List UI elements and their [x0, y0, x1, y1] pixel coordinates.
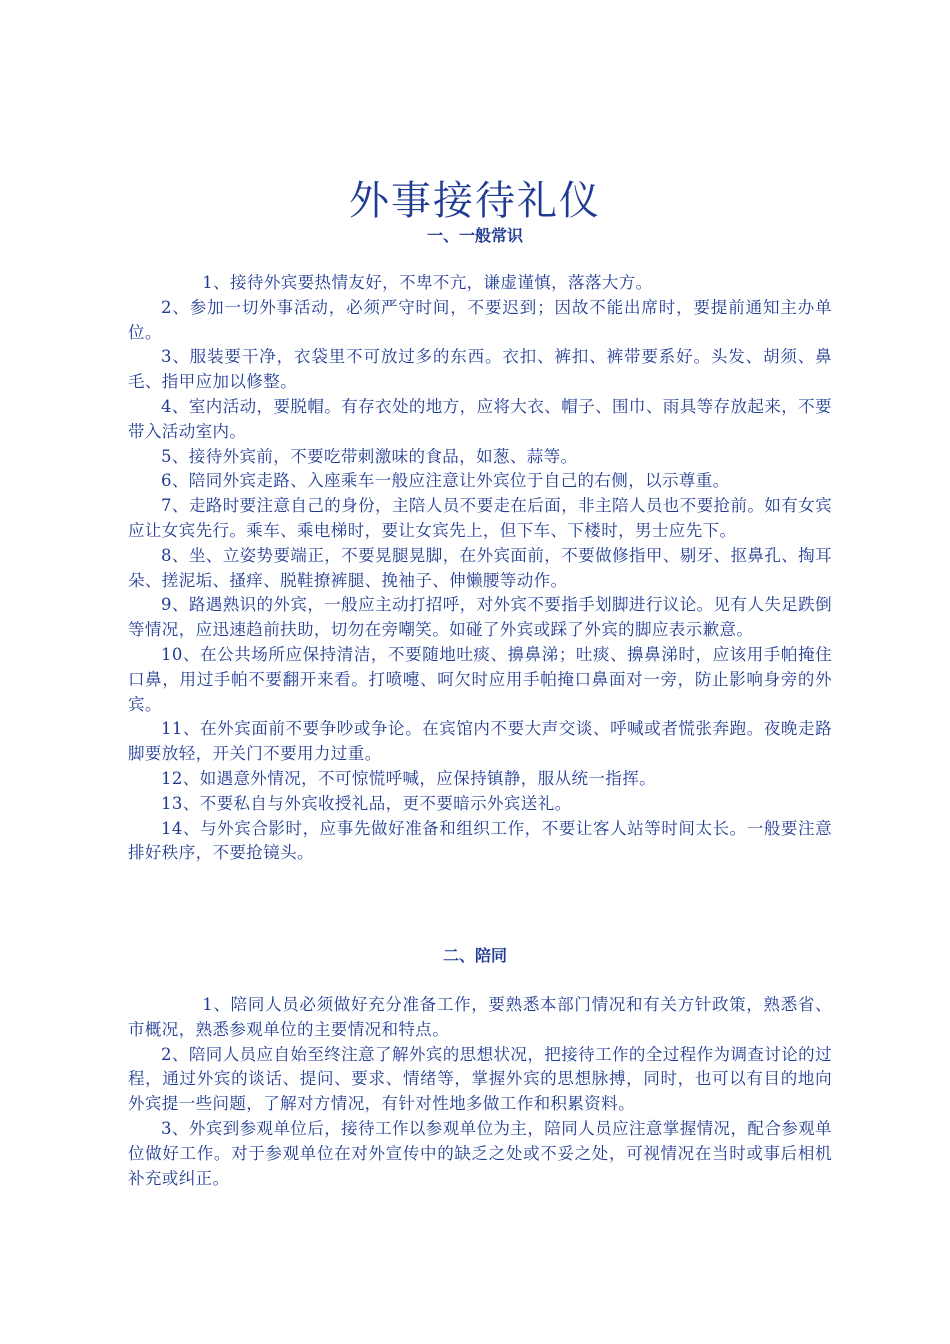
- paragraph: 8、坐、立姿势要端正，不要晃腿晃脚，在外宾面前，不要做修指甲、剔牙、抠鼻孔、掏耳朵、搓泥垢、搔痒、脱鞋撩裤腿、挽袖子、伸懒腰等动作。: [128, 545, 832, 590]
- section-body-escort: [128, 993, 832, 1191]
- paragraph: 1、接待外宾要热情友好，不卑不亢，谦虚谨慎，落落大方。: [202, 273, 653, 292]
- paragraph: 13、不要私自与外宾收授礼品，更不要暗示外宾送礼。: [161, 793, 572, 813]
- paragraph: 9、路遇熟识的外宾，一般应主动打招呼，对外宾不要指手划脚进行议论。见有人失足跌倒等情况，应迅速趋前扶助，切勿在旁嘲笑。如碰了外宾或踩了外宾的脚应表示歉意。: [128, 595, 832, 640]
- paragraph: 2、参加一切外事活动，必须严守时间，不要迟到；因故不能出席时，要提前通知主办单位。: [128, 297, 832, 342]
- paragraph: 11、在外宾面前不要争吵或争论。在宾馆内不要大声交谈、呼喊或者慌张奔跑。夜晚走路脚要放轻，开关门不要用力过重。: [128, 719, 832, 764]
- paragraph: 1、陪同人员必须做好充分准备工作，要熟悉本部门情况和有关方针政策，熟悉省、市概况，熟悉参观单位的主要情况和特点。: [128, 995, 832, 1039]
- paragraph: 3、外宾到参观单位后，接待工作以参观单位为主，陪同人员应注意掌握情况，配合参观单位做好工作。对于参观单位在对外宣传中的缺乏之处或不妥之处，可视情况在当时或事后相机补充或纠正。: [128, 1118, 832, 1188]
- paragraph: 7、走路时要注意自己的身份，主陪人员不要走在后面，非主陪人员也不要抢前。如有女宾应让女宾先行。乘车、乘电梯时，要让女宾先上，但下车、下楼时，男士应先下。: [128, 496, 832, 540]
- section-heading-escort: 二、陪同: [442, 946, 507, 965]
- paragraph: 14、与外宾合影时，应事先做好准备和组织工作，不要让客人站等时间太长。一般要注意排好秩序，不要抢镜头。: [128, 818, 832, 863]
- document-title: 外事接待礼仪: [349, 177, 601, 224]
- paragraph: 2、陪同人员应自始至终注意了解外宾的思想状况，把接待工作的全过程作为调查讨论的过程，通过外宾的谈话、提问、要求、情绪等，掌握外宾的思想脉搏，同时，也可以有目的地向外宾提一些问题，了解对方情况，有针对性地多做工作和积累资料。: [128, 1044, 832, 1114]
- paragraph: 4、室内活动，要脱帽。有存衣处的地方，应将大衣、帽子、围巾、雨具等存放起来，不要带入活动室内。: [128, 396, 832, 441]
- paragraph: 5、接待外宾前，不要吃带刺激味的食品，如葱、蒜等。: [161, 446, 578, 466]
- paragraph: 6、陪同外宾走路、入座乘车一般应注意让外宾位于自己的右侧，以示尊重。: [161, 471, 730, 491]
- paragraph: 12、如遇意外情况，不可惊慌呼喊，应保持镇静，服从统一指挥。: [161, 768, 656, 788]
- paragraph: 3、服装要干净，衣袋里不可放过多的东西。衣扣、裤扣、裤带要系好。头发、胡须、鼻毛、指甲应加以修整。: [128, 347, 832, 392]
- section-heading-general: 一、一般常识: [426, 226, 523, 245]
- paragraph: 10、在公共场所应保持清洁，不要随地吐痰、擤鼻涕；吐痰、擤鼻涕时，应该用手帕掩住口鼻，用过手帕不要翻开来看。打喷嚏、呵欠时应用手帕掩口鼻面对一旁，防止影响身旁的外宾。: [128, 644, 832, 714]
- section-body-general: [128, 271, 832, 866]
